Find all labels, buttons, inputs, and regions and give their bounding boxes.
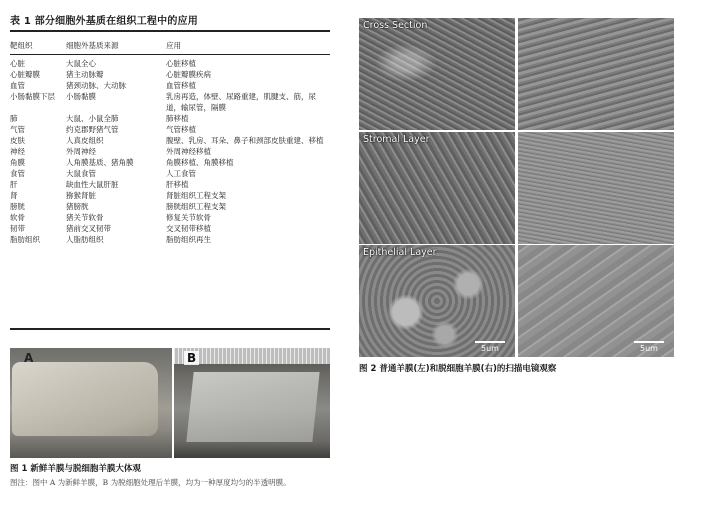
header-application: 应用 (166, 41, 181, 50)
target-tissue-cell: 韧带 (10, 224, 25, 233)
target-tissue-cell: 脂肪组织 (10, 235, 40, 244)
table-row (10, 168, 330, 179)
scale-bar-label-right: 5um (640, 344, 658, 353)
target-tissue-cell: 神经 (10, 147, 25, 156)
application-cell: 脂肪组织再生 (166, 235, 211, 244)
application-cell: 心脏移植 (166, 59, 196, 68)
panel-label-b: B (184, 351, 199, 365)
table-row (10, 113, 330, 124)
scale-bar-label-left: 5um (481, 344, 499, 353)
table-row (10, 223, 330, 234)
ecm-source-cell: 人真皮组织 (66, 136, 104, 145)
sem-epithelial-normal (359, 245, 515, 357)
ecm-source-cell: 猕猴肾脏 (66, 191, 96, 200)
table-row (10, 201, 330, 212)
decellularized-membrane (186, 372, 319, 442)
ecm-source-cell: 大鼠、小鼠全肺 (66, 114, 119, 123)
scale-bar-right (634, 341, 664, 353)
ecm-source-cell: 大鼠食管 (66, 169, 96, 178)
header-target-tissue: 靶组织 (10, 41, 33, 50)
target-tissue-cell: 肾 (10, 191, 18, 200)
application-cell: 气管移植 (166, 125, 196, 134)
application-cell: 修复关节软骨 (166, 213, 211, 222)
figure1-note: 图注：图中 A 为新鲜羊膜，B 为脱细胞处理后羊膜，均为一种厚度均匀的半透明膜。 (10, 478, 291, 487)
fresh-amnion-photo (10, 348, 172, 458)
table-row (10, 146, 330, 157)
application-cell: 肺移植 (166, 114, 189, 123)
ecm-source-cell: 猪膀胱 (66, 202, 89, 211)
ecm-source-cell: 约克郡野猪气管 (66, 125, 119, 134)
target-tissue-cell: 心脏瓣膜 (10, 70, 40, 79)
application-cell: 心脏瓣膜疾病 (166, 70, 211, 79)
target-tissue-cell: 皮肤 (10, 136, 25, 145)
target-tissue-cell: 食管 (10, 169, 25, 178)
application-cell: 肝移植 (166, 180, 189, 189)
target-tissue-cell: 软骨 (10, 213, 25, 222)
table-bottom-rule (10, 328, 330, 330)
application-table (10, 40, 330, 245)
sem-cross-section-decellularized (518, 18, 674, 130)
table-top-rule (10, 30, 330, 32)
application-cell: 乳房再造，体壁、尿路重建，肌腱支、筋，尿道，输尿管，隔膜 (166, 92, 316, 112)
row-label-stromal: Stromal Layer (363, 134, 430, 145)
application-cell: 外周神经移植 (166, 147, 211, 156)
table-row (10, 179, 330, 190)
target-tissue-cell: 膀胱 (10, 202, 25, 211)
table-row (10, 58, 330, 69)
application-cell: 腹壁、乳房、耳朵、鼻子和颈部皮肤重建、移植 (166, 136, 324, 145)
sem-cross-section-normal (359, 18, 515, 130)
header-ecm-source: 细胞外基质来源 (66, 41, 119, 50)
table-row (10, 135, 330, 146)
table-header-row (10, 40, 330, 58)
ecm-source-cell: 猪颈动脉、大动脉 (66, 81, 126, 90)
table-row (10, 212, 330, 223)
application-cell: 血管移植 (166, 81, 196, 90)
ecm-source-cell: 猪关节软骨 (66, 213, 104, 222)
table-row (10, 69, 330, 80)
ecm-source-cell: 猪主动脉瓣 (66, 70, 104, 79)
row-label-epithelial: Epithelial Layer (363, 247, 437, 258)
target-tissue-cell: 心脏 (10, 59, 25, 68)
table-row (10, 91, 330, 113)
application-cell: 肾脏组织工程支架 (166, 191, 226, 200)
application-cell: 交叉韧带移植 (166, 224, 211, 233)
table-row (10, 124, 330, 135)
target-tissue-cell: 角膜 (10, 158, 25, 167)
scale-bar-left (475, 341, 505, 353)
target-tissue-cell: 血管 (10, 81, 25, 90)
target-tissue-cell: 肝 (10, 180, 18, 189)
sem-stromal-decellularized (518, 132, 674, 244)
ecm-source-cell: 大鼠全心 (66, 59, 96, 68)
figure1-caption: 图 1 新鲜羊膜与脱细胞羊膜大体观 (10, 464, 141, 474)
ecm-source-cell: 缺血性大鼠肝脏 (66, 180, 119, 189)
table-row (10, 234, 330, 245)
figure2-caption: 图 2 普通羊膜(左)和脱细胞羊膜(右)的扫描电镜观察 (359, 364, 557, 374)
ecm-source-cell: 人角膜基质、猪角膜 (66, 158, 134, 167)
panel-label-a: A (24, 351, 34, 365)
table-title: 表 1 部分细胞外基质在组织工程中的应用 (10, 16, 198, 27)
sem-stromal-normal (359, 132, 515, 244)
target-tissue-cell: 肺 (10, 114, 18, 123)
row-label-cross-section: Cross Section (363, 20, 428, 31)
application-cell: 角膜移植、角膜移植 (166, 158, 234, 167)
fresh-membrane (12, 362, 158, 436)
ecm-source-cell: 人脂肪组织 (66, 235, 104, 244)
decellularized-amnion-photo (174, 348, 330, 458)
table-row (10, 157, 330, 168)
table-row (10, 80, 330, 91)
ecm-source-cell: 猪前交叉韧带 (66, 224, 111, 233)
sem-epithelial-decellularized (518, 245, 674, 357)
target-tissue-cell: 气管 (10, 125, 25, 134)
table-row (10, 190, 330, 201)
ecm-source-cell: 小肠黏膜 (66, 92, 96, 101)
application-cell: 膀胱组织工程支架 (166, 202, 226, 211)
ecm-source-cell: 外周神经 (66, 147, 96, 156)
application-cell: 人工食管 (166, 169, 196, 178)
target-tissue-cell: 小肠黏膜下层 (10, 92, 55, 101)
